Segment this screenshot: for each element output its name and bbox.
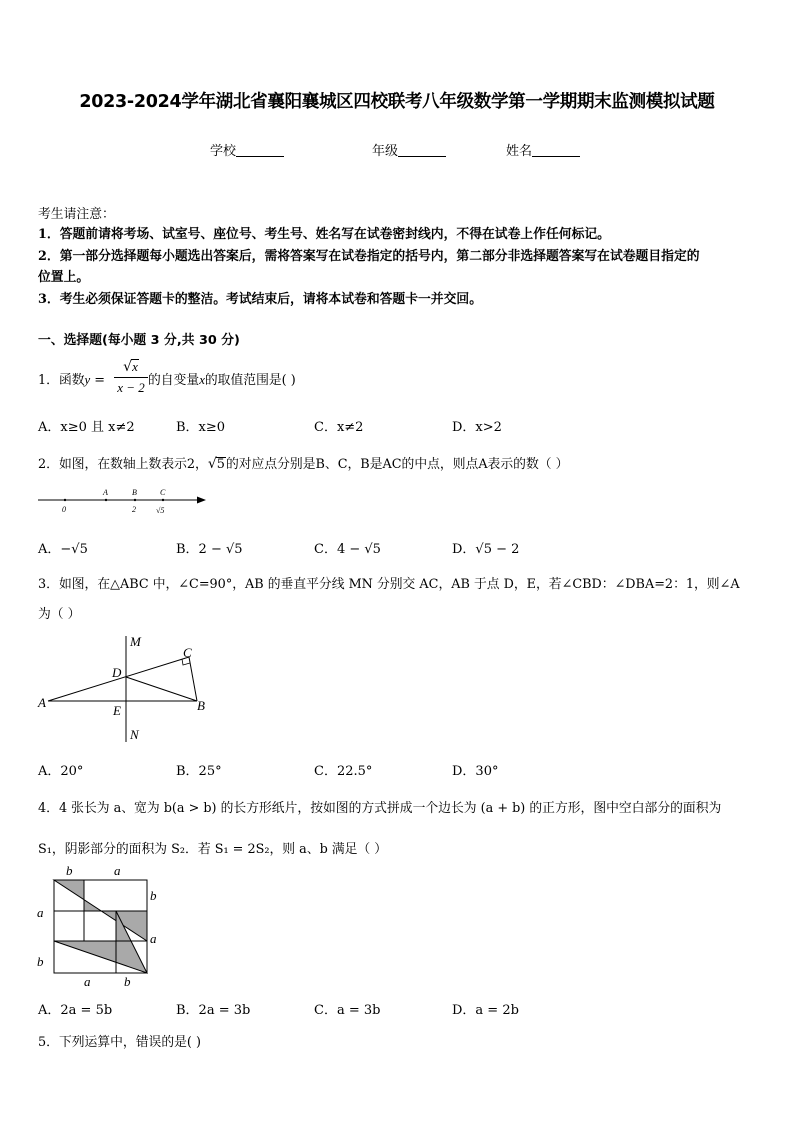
- q1-option-b[interactable]: B．x≥0: [176, 420, 226, 435]
- q1-option-c[interactable]: C．x≠2: [314, 420, 364, 435]
- q4-option-a[interactable]: A．2a = 5b: [38, 1003, 113, 1018]
- name-field[interactable]: [506, 140, 580, 159]
- question-3: 3．如图，在△ABC 中，∠C=90°，AB 的垂直平分线 MN 分别交 AC，AB 于点 D，E，若∠CBD：∠DBA=2：1，则∠A: [38, 577, 740, 592]
- q3-option-d[interactable]: D．30°: [452, 764, 499, 779]
- label-left-a: a: [37, 905, 44, 920]
- label-bottom-a: a: [84, 974, 91, 989]
- label-N: N: [130, 727, 139, 742]
- label-left-b: b: [37, 954, 44, 969]
- notice-item: 3．考生必须保证答题卡的整洁。考试结束后，请将本试卷和答题卡一并交回。: [38, 292, 482, 307]
- section-heading: 一、选择题(每小题 3 分,共 30 分): [38, 333, 240, 348]
- question-4: 4．4 张长为 a、宽为 b(a > b) 的长方形纸片，按如图的方式拼成一个边长为 (a + b) 的正方形，图中空白部分的面积为: [38, 801, 722, 816]
- question-1: 1．函数y =: [38, 373, 106, 388]
- notice-item: 1．答题前请将考场、试室号、座位号、考生号、姓名写在试卷密封线内，不得在试卷上作任何标记。: [38, 227, 610, 242]
- label-top-b: b: [66, 863, 73, 878]
- q4-option-d[interactable]: D．a = 2b: [452, 1003, 519, 1018]
- label-B: B: [197, 698, 205, 713]
- number-line-figure: [36, 484, 212, 518]
- grade-label: 年级: [372, 144, 399, 159]
- notice-item: 位置上。: [38, 270, 90, 285]
- q1-fraction: √x x − 2: [114, 359, 148, 396]
- q1-option-d[interactable]: D．x>2: [452, 420, 502, 435]
- question-4-cont: S₁，阴影部分的面积为 S₂．若 S₁ = 2S₂，则 a、b 满足（ ）: [38, 842, 388, 857]
- q3-option-c[interactable]: C．22.5°: [314, 764, 373, 779]
- q2-option-b[interactable]: B．2 − √5: [176, 542, 243, 557]
- q1-rest: 的自变量x的取值范围是( ): [148, 373, 296, 388]
- label-top-a: a: [114, 863, 121, 878]
- notice-item: 2．第一部分选择题每小题选出答案后，需将答案写在试卷指定的括号内，第二部分非选择题答案写在试卷题目指定的: [38, 249, 700, 264]
- square-figure: [34, 862, 164, 990]
- page-title: 2023-2024学年湖北省襄阳襄城区四校联考八年级数学第一学期期末监测模拟试题: [79, 92, 715, 112]
- q1-option-a[interactable]: A．x≥0 且 x≠2: [38, 420, 135, 435]
- grade-field[interactable]: [372, 140, 446, 159]
- q4-option-b[interactable]: B．2a = 3b: [176, 1003, 251, 1018]
- q3-option-b[interactable]: B．25°: [176, 764, 222, 779]
- label-A: A: [38, 695, 46, 710]
- label-E: E: [113, 703, 121, 718]
- label-M: M: [130, 634, 141, 649]
- label-two: 2: [132, 505, 136, 514]
- q2-option-d[interactable]: D．√5 − 2: [452, 542, 520, 557]
- q2-option-a[interactable]: A．−√5: [38, 542, 88, 557]
- label-C: C: [183, 645, 192, 660]
- q2-option-c[interactable]: C．4 − √5: [314, 542, 381, 557]
- arrow-icon: [197, 497, 206, 504]
- label-bottom-b: b: [124, 974, 131, 989]
- triangle-figure: [34, 632, 214, 744]
- label-A: A: [103, 488, 108, 497]
- question-5: 5．下列运算中，错误的是( ): [38, 1035, 201, 1050]
- label-sqrt5: √5: [156, 506, 165, 515]
- school-label: 学校: [210, 144, 237, 159]
- school-field[interactable]: [210, 140, 284, 159]
- question-3-cont: 为（ ）: [38, 607, 81, 622]
- name-label: 姓名: [506, 144, 533, 159]
- question-2: 2．如图，在数轴上数表示2，√5的对应点分别是B、C，B是AC的中点，则点A表示的数（ ）: [38, 456, 569, 472]
- label-right-b: b: [150, 888, 157, 903]
- label-zero: 0: [62, 505, 66, 514]
- q4-option-c[interactable]: C．a = 3b: [314, 1003, 381, 1018]
- label-C: C: [160, 488, 166, 497]
- label-right-a: a: [150, 931, 157, 946]
- label-D: D: [112, 665, 122, 680]
- label-B: B: [132, 488, 137, 497]
- q3-option-a[interactable]: A．20°: [38, 764, 84, 779]
- notice-heading: 考生请注意：: [38, 207, 115, 222]
